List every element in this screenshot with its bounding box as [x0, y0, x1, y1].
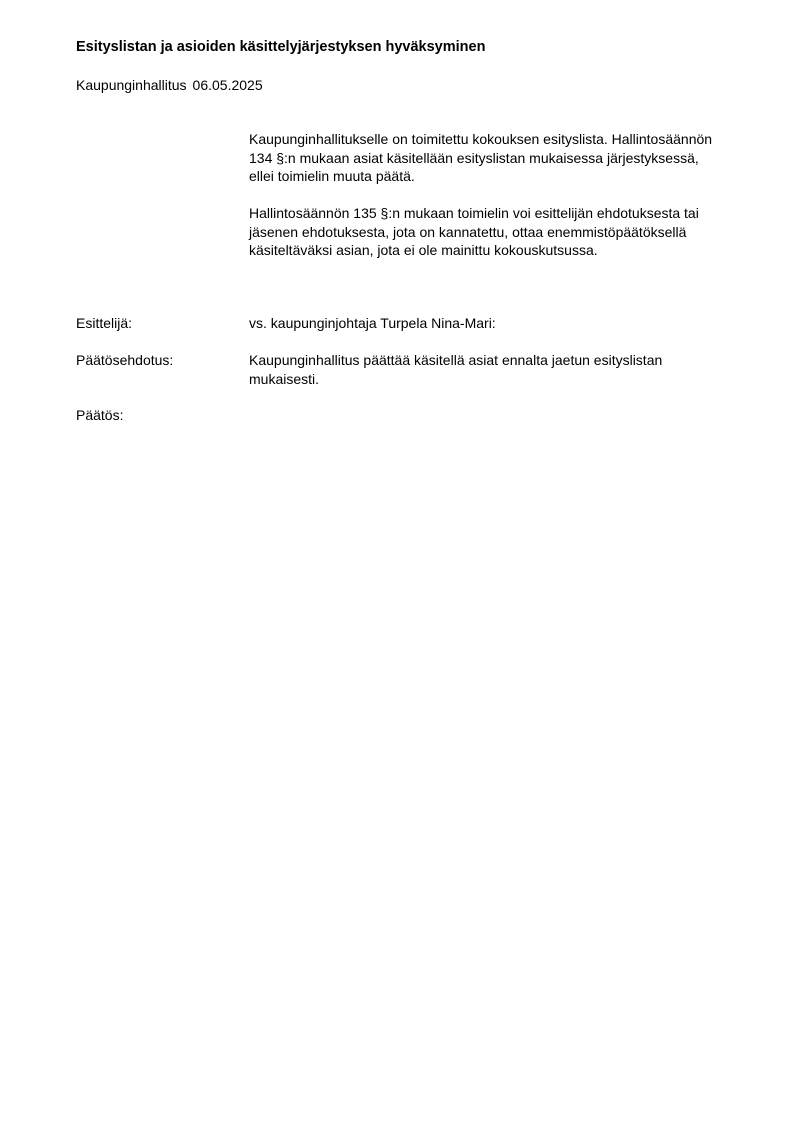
document-title: Esityslistan ja asioiden käsittelyjärjestyksen hyväksyminen: [76, 39, 486, 55]
paragraph-additional-items: Hallintosäännön 135 §:n mukaan toimielin voi esittelijän ehdotuksesta tai jäsenen ehdotuksesta, jota on kannatettu, ottaa enemmistöpäätöksellä käsiteltäväksi asian, jota ei ole mainittu kokouskutsussa.: [249, 205, 699, 258]
meeting-date: 06.05.2025: [192, 77, 263, 93]
decision-label: Päätös:: [76, 407, 124, 423]
presenter-value: vs. kaupunginjohtaja Turpela Nina-Mari:: [249, 315, 496, 331]
body-name: Kaupunginhallitus: [76, 77, 187, 93]
meeting-info: [76, 76, 263, 95]
proposal-value: Kaupunginhallitus päättää käsitellä asiat ennalta jaetun esityslistan mukaisesti.: [249, 352, 663, 387]
paragraph-agenda-delivered: Kaupunginhallitukselle on toimitettu kokouksen esityslista. Hallintosäännön 134 §:n mukaan asiat käsitellään esityslistan mukaisessa järjestyksessä, ellei toimielin muuta päätä.: [249, 131, 713, 184]
proposal-label: Päätösehdotus:: [76, 352, 174, 368]
presenter-label: Esittelijä:: [76, 315, 133, 331]
